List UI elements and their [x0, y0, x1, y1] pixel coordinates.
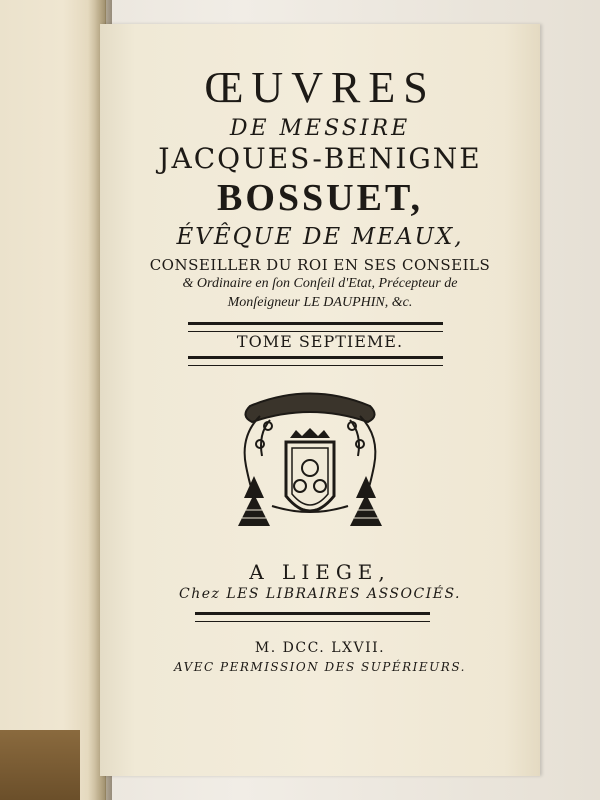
book-spine [0, 730, 80, 800]
author-surname: BOSSUET, [217, 177, 423, 219]
imprint-date: M. DCC. LXVII. [254, 640, 386, 656]
author-office-line3: Monſeigneur LE DAUPHIN, &c. [227, 295, 413, 310]
top-rule [188, 322, 443, 332]
volume-label: TOME SEPTIEME. [236, 332, 404, 351]
episcopal-coat-of-arms-icon [230, 386, 390, 536]
author-office-line1: CONSEILLER DU ROI EN SES CONSEILS [149, 256, 491, 274]
title-oeuvres: ŒUVRES [204, 63, 436, 112]
author-title: ÉVÊQUE DE MEAUX, [176, 224, 464, 250]
title-de-messire: DE MESSIRE [229, 116, 411, 141]
bottom-rule [188, 356, 443, 366]
author-office-line2: & Ordinaire en ſon Conſeil d'Etat, Précepteur de [182, 276, 458, 291]
imprint-rule [195, 612, 430, 622]
imprint-publisher: Chez LES LIBRAIRES ASSOCIÉS. [178, 586, 462, 602]
title-page [100, 24, 540, 776]
author-given-names: JACQUES-BENIGNE [158, 142, 482, 175]
imprint-permission: AVEC PERMISSION DES SUPÉRIEURS. [174, 660, 466, 674]
imprint-place: A LIEGE, [249, 560, 391, 584]
